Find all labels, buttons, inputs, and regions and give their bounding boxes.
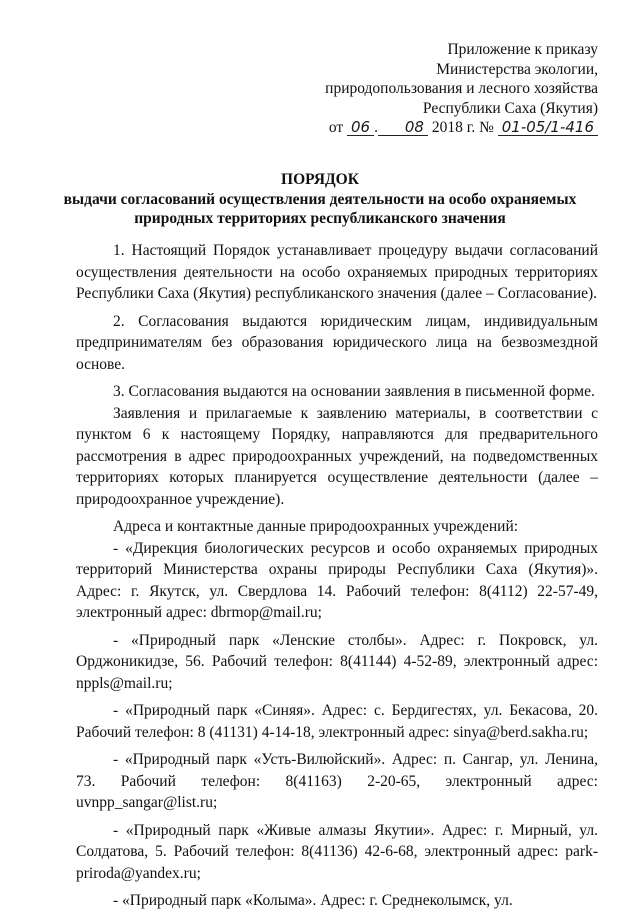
contact-entry: - «Природный парк «Живые алмазы Якутии». Адрес: г. Мирный, ул. Солдатова, 5. Рабочий телефон: 8(41136) 42-6-68, электронный адрес: park-priroda@yandex.ru; bbox=[76, 821, 598, 882]
order-appendix-header bbox=[325, 40, 598, 138]
contact-entry: - «Дирекция биологических ресурсов и особо охраняемых природных территорий Министерства охраны природы Республики Саха (Якутия)». Адрес: г. Якутск, ул. Свердлова 14. Рабочий телефон: 8(4112) 22-57-49, электронный адрес: dbrmop@mail.ru; bbox=[76, 539, 598, 621]
date-year-label: 2018 г. № bbox=[431, 119, 494, 136]
title-line-1: выдачи согласований осуществления деятельности на особо охраняемых bbox=[63, 190, 577, 208]
header-line-4: Республики Саха (Якутия) bbox=[422, 99, 598, 117]
handwritten-day: 06 bbox=[347, 119, 374, 136]
contact-entry: - «Природный парк «Синяя». Адрес: с. Бердигестях, ул. Бекасова, 20. Рабочий телефон: 8 (41131) 4-14-18, электронный адрес: sinya@berd.sakha.ru; bbox=[76, 702, 598, 741]
handwritten-month: 08 bbox=[378, 119, 428, 136]
header-line-2: Министерства экологии, bbox=[436, 60, 598, 78]
date-prefix: от bbox=[328, 119, 344, 136]
document-title bbox=[40, 170, 600, 229]
title-line-2: природных территориях республиканского значения bbox=[134, 210, 506, 227]
paragraph-applications: Заявления и прилагаемые к заявлению материалы, в соответствии с пунктом 6 к настоящему Порядку, направляются для предварительного рассмотрения в адрес природоохранных учреждений, на подведомственных территориях которых планируется осуществление деятельности (далее – природоохранное учреждение). bbox=[76, 404, 598, 508]
paragraph-1: 1. Настоящий Порядок устанавливает процедуру выдачи согласований осуществления деятельности на особо охраняемых природных территориях Республики Саха (Якутия) республиканского значения (далее – Согласование). bbox=[76, 242, 598, 302]
header-line-3: природопользования и лесного хозяйства bbox=[325, 80, 598, 97]
order-date-line: от 06 . 08 2018 г. № 01-05/1-416 bbox=[325, 118, 598, 138]
handwritten-order-number: 01-05/1-416 bbox=[498, 119, 598, 136]
header-line-1: Приложение к приказу bbox=[447, 41, 598, 58]
title-heading: ПОРЯДОК bbox=[281, 171, 359, 188]
contact-entry: - «Природный парк «Ленские столбы». Адрес: г. Покровск, ул. Орджоникидзе, 56. Рабочий телефон: 8(41144) 4-52-89, электронный адрес: nppls@mail.ru; bbox=[76, 631, 598, 692]
document-body bbox=[76, 240, 598, 912]
paragraph-3: 3. Согласования выдаются на основании заявления в письменной форме. bbox=[113, 383, 595, 400]
contact-entry: - «Природный парк «Усть-Вилюйский». Адрес: п. Сангар, ул. Ленина, 73. Рабочий телефон: 8(41163) 2-20-65, электронный адрес: uvnpp_sangar@list.ru; bbox=[76, 751, 598, 811]
contact-entry: - «Природный парк «Колыма». Адрес: г. Среднеколымск, ул. bbox=[113, 892, 513, 909]
paragraph-contacts-intro: Адреса и контактные данные природоохранных учреждений: bbox=[113, 518, 519, 535]
paragraph-2: 2. Согласования выдаются юридическим лицам, индивидуальным предпринимателям без образования юридического лица на безвозмездной основе. bbox=[76, 312, 598, 373]
